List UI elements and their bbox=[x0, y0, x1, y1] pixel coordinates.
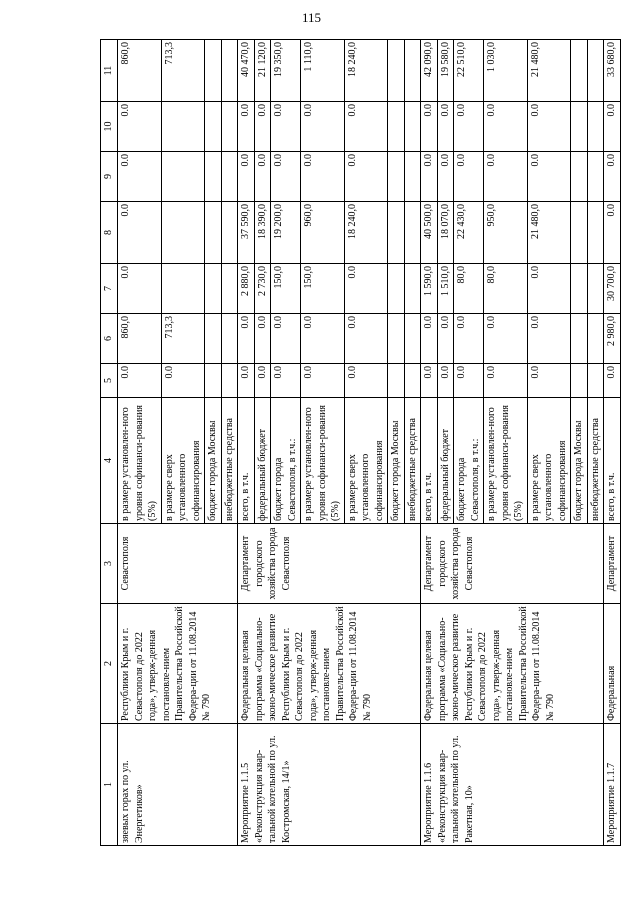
amount-cell: 0.0 bbox=[238, 364, 255, 398]
amount-cell bbox=[388, 264, 405, 314]
amount-cell: 19 580,0 bbox=[437, 40, 454, 102]
amount-cell: 0.0 bbox=[301, 152, 345, 202]
amount-cell: 19 200,0 bbox=[271, 202, 301, 264]
amount-cell: 18 240,0 bbox=[344, 202, 388, 264]
amount-cell: 0.0 bbox=[118, 152, 162, 202]
amount-cell: 18 240,0 bbox=[344, 40, 388, 102]
table-rotated bbox=[100, 40, 617, 846]
page-number: 115 bbox=[302, 10, 322, 25]
amount-cell bbox=[221, 152, 238, 202]
amount-cell: 0.0 bbox=[527, 152, 571, 202]
amount-cell bbox=[587, 152, 604, 202]
amount-cell bbox=[571, 202, 588, 264]
table-row bbox=[118, 40, 162, 846]
source-cell: в размере установлен-ного уровня софинанси-рования (5%) bbox=[118, 398, 162, 524]
amount-cell bbox=[404, 102, 421, 152]
amount-cell: 0.0 bbox=[484, 152, 528, 202]
amount-cell: 0.0 bbox=[437, 102, 454, 152]
amount-cell: 37 590,0 bbox=[238, 202, 255, 264]
amount-cell: 0.0 bbox=[454, 314, 484, 364]
amount-cell: 30 700,0 bbox=[604, 264, 621, 314]
measure-cell: Мероприятие 1.1.5 «Реконструкция квар-тальной котельной по ул. Костромская, 14/1» bbox=[238, 724, 421, 846]
amount-cell: 0.0 bbox=[484, 364, 528, 398]
amount-cell: 713,3 bbox=[161, 40, 205, 102]
col-number: 3 bbox=[101, 524, 118, 604]
amount-cell: 0.0 bbox=[421, 102, 438, 152]
amount-cell bbox=[205, 264, 222, 314]
amount-cell: 0.0 bbox=[301, 102, 345, 152]
measure-cell: Мероприятие 1.1.6 «Реконструкция квар-тальной котельной по ул. Ракетная, 10» bbox=[421, 724, 604, 846]
amount-cell bbox=[571, 364, 588, 398]
amount-cell: 0.0 bbox=[344, 264, 388, 314]
source-cell: в размере установлен-ного уровня софинанси-рования (5%) bbox=[301, 398, 345, 524]
amount-cell: 80,0 bbox=[454, 264, 484, 314]
col-number: 2 bbox=[101, 604, 118, 724]
measure-cell: Мероприятие 1.1.7 bbox=[604, 724, 621, 846]
col-number: 4 bbox=[101, 398, 118, 524]
program-cell: Федеральная bbox=[604, 604, 621, 724]
amount-cell: 0.0 bbox=[271, 102, 301, 152]
amount-cell: 860,0 bbox=[118, 314, 162, 364]
source-cell: внебюджетные средства bbox=[587, 398, 604, 524]
table-row bbox=[604, 40, 621, 846]
amount-cell: 2 880,0 bbox=[238, 264, 255, 314]
source-cell: федеральный бюджет bbox=[437, 398, 454, 524]
amount-cell bbox=[587, 102, 604, 152]
amount-cell: 0.0 bbox=[301, 314, 345, 364]
amount-cell: 0.0 bbox=[421, 152, 438, 202]
amount-cell bbox=[571, 264, 588, 314]
amount-cell bbox=[388, 152, 405, 202]
amount-cell bbox=[388, 314, 405, 364]
amount-cell: 960,0 bbox=[301, 202, 345, 264]
amount-cell: 0.0 bbox=[254, 102, 271, 152]
amount-cell: 40 500,0 bbox=[421, 202, 438, 264]
amount-cell bbox=[161, 202, 205, 264]
amount-cell: 0.0 bbox=[437, 364, 454, 398]
source-cell: федеральный бюджет bbox=[254, 398, 271, 524]
amount-cell: 21 480,0 bbox=[527, 40, 571, 102]
amount-cell bbox=[571, 40, 588, 102]
executor-cell: Департамент городского хозяйства города Севастополя bbox=[238, 524, 421, 604]
amount-cell: 22 430,0 bbox=[454, 202, 484, 264]
amount-cell bbox=[388, 102, 405, 152]
program-cell: Республики Крым и г. Севастополя до 2022 года», утверж-денная постановле-нием Правительства Российской Федера-ции от 11.08.2014 № 790 bbox=[118, 604, 238, 724]
amount-cell: 80,0 bbox=[484, 264, 528, 314]
amount-cell bbox=[221, 314, 238, 364]
financing-table bbox=[100, 39, 621, 846]
amount-cell: 0.0 bbox=[527, 264, 571, 314]
amount-cell: 0.0 bbox=[454, 364, 484, 398]
amount-cell bbox=[571, 102, 588, 152]
amount-cell: 0.0 bbox=[527, 364, 571, 398]
source-cell: бюджет города Москвы bbox=[205, 398, 222, 524]
col-number: 11 bbox=[101, 40, 118, 102]
amount-cell bbox=[571, 314, 588, 364]
amount-cell: 0.0 bbox=[238, 152, 255, 202]
amount-cell: 0.0 bbox=[421, 314, 438, 364]
col-number: 10 bbox=[101, 102, 118, 152]
amount-cell: 0.0 bbox=[604, 202, 621, 264]
amount-cell bbox=[205, 102, 222, 152]
amount-cell bbox=[388, 202, 405, 264]
col-number: 8 bbox=[101, 202, 118, 264]
amount-cell bbox=[205, 314, 222, 364]
amount-cell bbox=[388, 40, 405, 102]
amount-cell bbox=[205, 40, 222, 102]
amount-cell: 0.0 bbox=[454, 152, 484, 202]
amount-cell: 0.0 bbox=[437, 152, 454, 202]
amount-cell: 150,0 bbox=[271, 264, 301, 314]
source-cell: всего, в т.ч. bbox=[421, 398, 438, 524]
source-cell: бюджет города Москвы bbox=[571, 398, 588, 524]
amount-cell: 0.0 bbox=[254, 364, 271, 398]
col-number: 7 bbox=[101, 264, 118, 314]
source-cell: всего, в т.ч. bbox=[238, 398, 255, 524]
amount-cell: 22 510,0 bbox=[454, 40, 484, 102]
amount-cell: 0.0 bbox=[344, 314, 388, 364]
amount-cell: 0.0 bbox=[604, 364, 621, 398]
amount-cell: 2 730,0 bbox=[254, 264, 271, 314]
amount-cell: 0.0 bbox=[238, 102, 255, 152]
source-cell: в размере сверх установленного софинансирования bbox=[344, 398, 388, 524]
amount-cell bbox=[404, 364, 421, 398]
source-cell: бюджет города Севастополя, в т.ч.: bbox=[454, 398, 484, 524]
amount-cell: 0.0 bbox=[344, 102, 388, 152]
column-number-row bbox=[101, 40, 118, 846]
amount-cell: 33 680,0 bbox=[604, 40, 621, 102]
amount-cell bbox=[571, 152, 588, 202]
source-cell: бюджет города Севастополя, в т.ч.: bbox=[271, 398, 301, 524]
amount-cell: 0.0 bbox=[271, 314, 301, 364]
amount-cell: 1 110,0 bbox=[301, 40, 345, 102]
amount-cell: 21 480,0 bbox=[527, 202, 571, 264]
source-cell: внебюджетные средства bbox=[404, 398, 421, 524]
program-cell: Федеральная целевая программа «Социально-эконо-мическое развитие Республики Крым и г. Севастополя до 2022 года», утверж-денная постановле-нием Правительства Российской Федера-ции от 11.08.2014 № 790 bbox=[238, 604, 421, 724]
program-cell: Федеральная целевая программа «Социально-эконо-мическое развитие Республики Крым и г. Севастополя до 2022 года», утверж-денная постановле-нием Правительства Российской Федера-ции от 11.08.2014 № 790 bbox=[421, 604, 604, 724]
amount-cell: 19 350,0 bbox=[271, 40, 301, 102]
amount-cell: 0.0 bbox=[527, 102, 571, 152]
amount-cell bbox=[587, 314, 604, 364]
amount-cell bbox=[404, 40, 421, 102]
amount-cell bbox=[388, 364, 405, 398]
col-number: 1 bbox=[101, 724, 118, 846]
amount-cell: 150,0 bbox=[301, 264, 345, 314]
amount-cell: 42 090,0 bbox=[421, 40, 438, 102]
amount-cell: 0.0 bbox=[527, 314, 571, 364]
executor-cell: Департамент bbox=[604, 524, 621, 604]
amount-cell bbox=[221, 102, 238, 152]
amount-cell: 713,3 bbox=[161, 314, 205, 364]
amount-cell: 0.0 bbox=[484, 314, 528, 364]
amount-cell bbox=[221, 202, 238, 264]
amount-cell: 18 070,0 bbox=[437, 202, 454, 264]
amount-cell bbox=[205, 364, 222, 398]
executor-cell: Севастополя bbox=[118, 524, 238, 604]
amount-cell: 950,0 bbox=[484, 202, 528, 264]
amount-cell bbox=[205, 202, 222, 264]
col-number: 5 bbox=[101, 364, 118, 398]
amount-cell: 860,0 bbox=[118, 40, 162, 102]
col-number: 9 bbox=[101, 152, 118, 202]
amount-cell: 0.0 bbox=[118, 264, 162, 314]
rotated-table-area bbox=[100, 40, 617, 846]
amount-cell: 0.0 bbox=[118, 202, 162, 264]
amount-cell bbox=[404, 152, 421, 202]
executor-cell: Департамент городского хозяйства города Севастополя bbox=[421, 524, 604, 604]
measure-cell: зяевых горах по ул. Энергетиков» bbox=[118, 724, 238, 846]
source-cell: в размере сверх установленного софинансирования bbox=[161, 398, 205, 524]
amount-cell bbox=[587, 202, 604, 264]
amount-cell: 0.0 bbox=[118, 364, 162, 398]
amount-cell: 1 510,0 bbox=[437, 264, 454, 314]
amount-cell: 0.0 bbox=[161, 364, 205, 398]
amount-cell bbox=[404, 202, 421, 264]
amount-cell: 0.0 bbox=[254, 152, 271, 202]
amount-cell bbox=[587, 264, 604, 314]
amount-cell: 0.0 bbox=[454, 102, 484, 152]
col-number: 6 bbox=[101, 314, 118, 364]
source-cell: внебюджетные средства bbox=[221, 398, 238, 524]
amount-cell: 0.0 bbox=[437, 314, 454, 364]
amount-cell bbox=[404, 314, 421, 364]
amount-cell bbox=[587, 40, 604, 102]
amount-cell: 0.0 bbox=[301, 364, 345, 398]
amount-cell bbox=[221, 264, 238, 314]
amount-cell: 2 980,0 bbox=[604, 314, 621, 364]
source-cell: в размере установлен-ного уровня софинанси-рования (5%) bbox=[484, 398, 528, 524]
amount-cell: 1 590,0 bbox=[421, 264, 438, 314]
amount-cell: 1 030,0 bbox=[484, 40, 528, 102]
table-row bbox=[421, 40, 438, 846]
amount-cell bbox=[587, 364, 604, 398]
amount-cell bbox=[161, 102, 205, 152]
amount-cell bbox=[404, 264, 421, 314]
source-cell: всего, в т.ч. bbox=[604, 398, 621, 524]
source-cell: бюджет города Москвы bbox=[388, 398, 405, 524]
amount-cell bbox=[221, 364, 238, 398]
amount-cell: 0.0 bbox=[254, 314, 271, 364]
amount-cell: 0.0 bbox=[484, 102, 528, 152]
amount-cell: 0.0 bbox=[344, 364, 388, 398]
amount-cell bbox=[161, 152, 205, 202]
amount-cell: 0.0 bbox=[271, 152, 301, 202]
amount-cell: 0.0 bbox=[421, 364, 438, 398]
source-cell: в размере сверх установленного софинансирования bbox=[527, 398, 571, 524]
amount-cell bbox=[221, 40, 238, 102]
amount-cell: 0.0 bbox=[271, 364, 301, 398]
amount-cell: 21 120,0 bbox=[254, 40, 271, 102]
amount-cell bbox=[205, 152, 222, 202]
amount-cell: 0.0 bbox=[604, 102, 621, 152]
amount-cell bbox=[161, 264, 205, 314]
amount-cell: 18 390,0 bbox=[254, 202, 271, 264]
amount-cell: 0.0 bbox=[238, 314, 255, 364]
amount-cell: 40 470,0 bbox=[238, 40, 255, 102]
amount-cell: 0.0 bbox=[604, 152, 621, 202]
amount-cell: 0.0 bbox=[118, 102, 162, 152]
amount-cell: 0.0 bbox=[344, 152, 388, 202]
table-row bbox=[238, 40, 255, 846]
